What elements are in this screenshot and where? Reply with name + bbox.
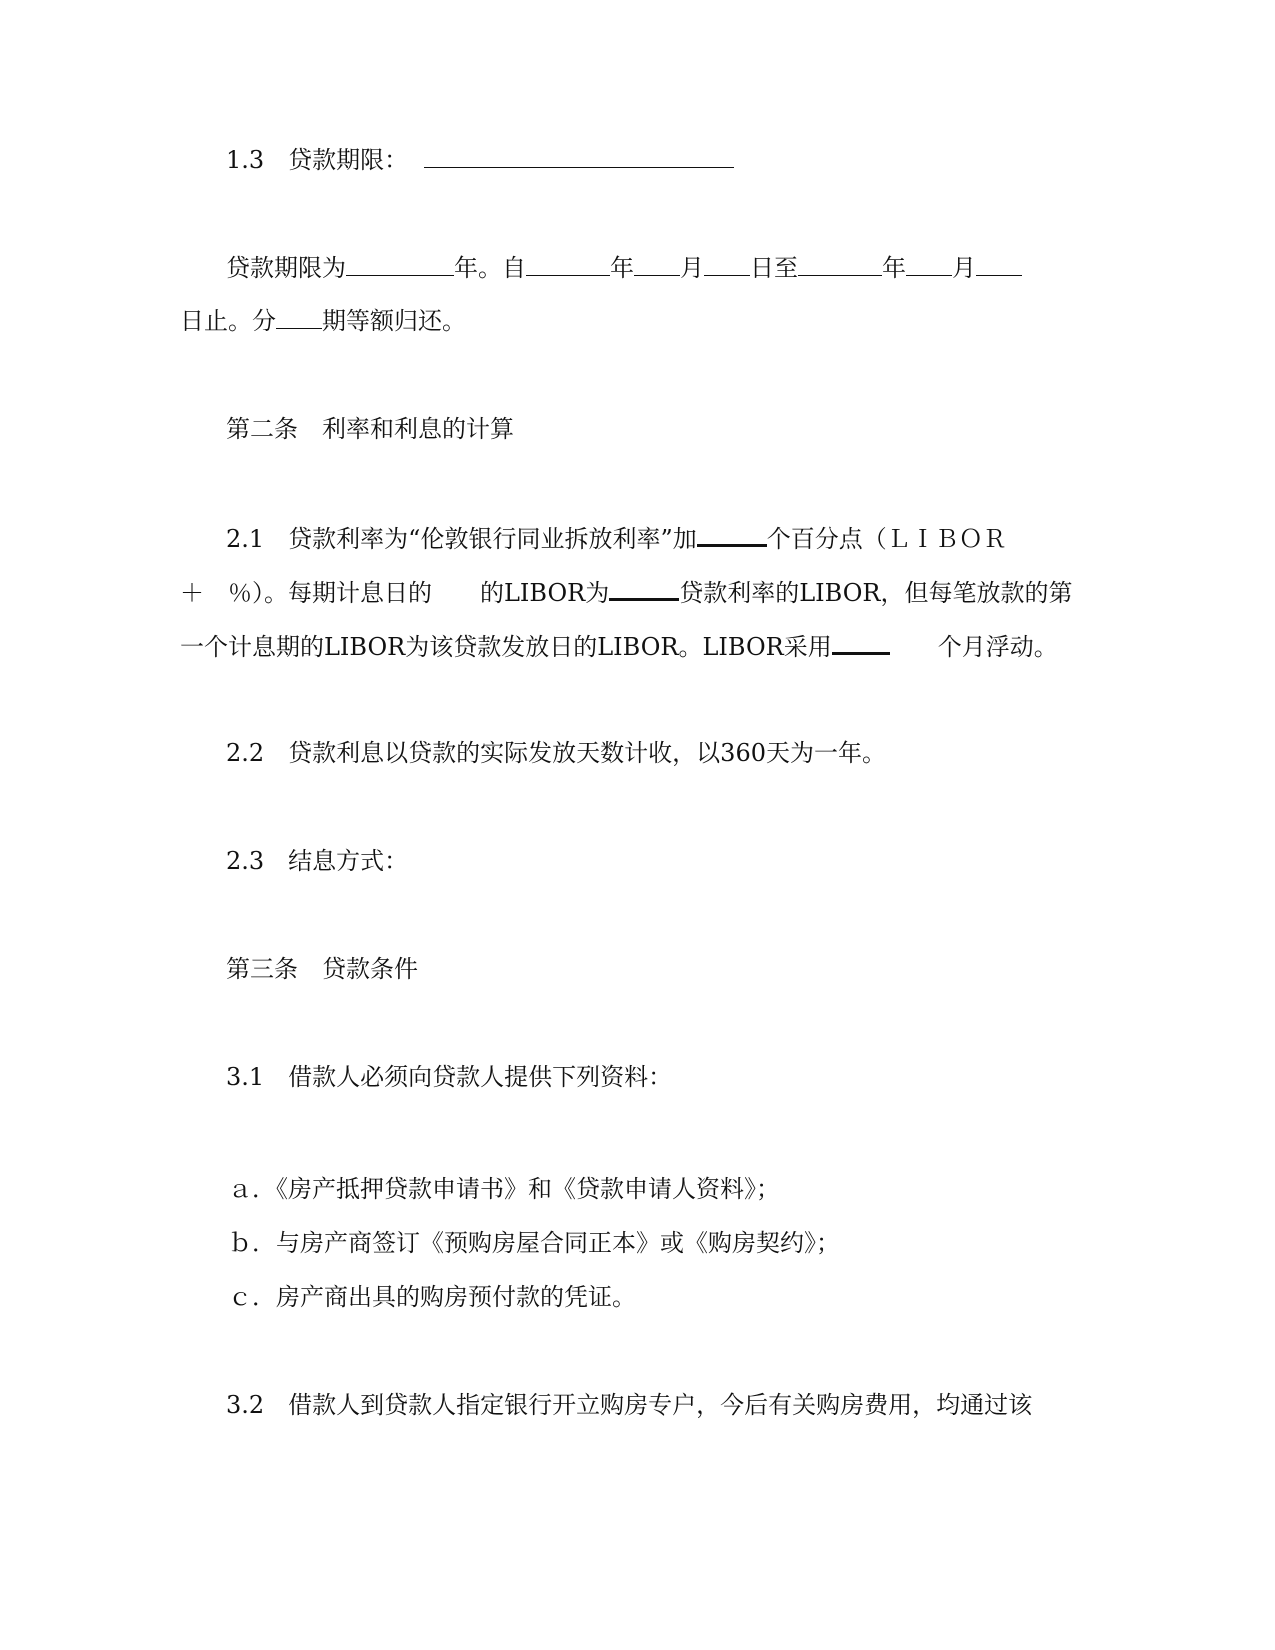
list-item [228,1282,636,1312]
list-item [228,1174,780,1204]
text-segment: 贷款期限为 [226,254,346,282]
article-heading: 利率和利息的计算 [322,415,514,443]
fill-blank-end-month[interactable] [906,253,952,276]
text-segment: 贷款利率为“伦敦银行同业拆放利率”加 [288,525,697,553]
section-text: 借款人必须向贷款人提供下列资料： [288,1063,673,1091]
text-segment: 期等额归还。 [322,307,466,335]
article-2-heading [226,414,514,444]
fill-blank-start-year[interactable] [526,253,610,276]
text-segment: 日止。分 [180,307,276,335]
article-title: 第三条 [226,955,298,983]
section-number: 2.3 [226,847,265,875]
loan-term-line-2 [180,306,466,336]
list-marker: ｂ． [228,1229,276,1257]
text-segment: 月 [680,254,704,282]
text-segment: 贷款利率的LIBOR，但每笔放款的第 [679,579,1073,607]
text-segment: 年 [882,254,906,282]
fill-blank-start-day[interactable] [704,253,750,276]
article-title: 第二条 [226,415,298,443]
section-number: 3.1 [226,1063,265,1091]
section-label: 贷款期限： [288,146,409,174]
fill-blank-years[interactable] [346,253,454,276]
fill-blank-loan-term[interactable] [424,145,734,168]
fill-blank-installments[interactable] [276,306,322,329]
text-segment: 月 [952,254,976,282]
section-number: 2.2 [226,739,265,767]
fill-blank-end-year[interactable] [798,253,882,276]
section-3-2 [226,1390,1032,1420]
text-segment: 个月浮动。 [937,633,1058,661]
text-segment: 的LIBOR为 [480,579,610,607]
text-segment: 年。自 [454,254,526,282]
fill-blank-percentage-points[interactable] [697,522,767,547]
text-segment: 日至 [750,254,798,282]
text-segment: 年 [610,254,634,282]
list-marker: ｃ． [228,1283,276,1311]
list-item [228,1228,840,1258]
text-segment: 个百分点（ＬＩＢＯＲ [766,525,1007,553]
section-3-1 [226,1062,672,1092]
list-text: 房产商出具的购房预付款的凭证。 [276,1283,636,1311]
fill-blank-libor-period[interactable] [609,576,679,601]
section-text: 借款人到贷款人指定银行开立购房专户，今后有关购房费用，均通过该 [288,1391,1033,1419]
section-2-3 [226,846,408,876]
section-text: 结息方式： [288,847,409,875]
section-number: 1.3 [226,146,265,174]
list-marker: ａ． [228,1175,276,1203]
section-2-2 [226,738,886,768]
section-text: 贷款利息以贷款的实际发放天数计收，以360天为一年。 [288,739,886,767]
article-3-heading [226,954,418,984]
section-number: 2.1 [226,525,265,553]
text-segment: ％）。每期计息日的 [228,579,432,607]
list-text: 与房产商签订《预购房屋合同正本》或《购房契约》； [276,1229,840,1257]
list-text: 《房产抵押贷款申请书》和《贷款申请人资料》； [276,1175,780,1203]
article-heading: 贷款条件 [322,955,418,983]
text-segment: 一个计息期的LIBOR为该贷款发放日的LIBOR。LIBOR采用 [180,633,832,661]
section-2-1-line-2 [180,576,1073,606]
section-number: 3.2 [226,1391,265,1419]
text-segment: ＋ [180,579,204,607]
section-1-3 [226,145,734,175]
fill-blank-start-month[interactable] [634,253,680,276]
fill-blank-end-day[interactable] [976,253,1022,276]
section-2-1-line-3 [180,630,1058,660]
loan-term-line-1 [226,253,1022,283]
section-2-1-line-1 [226,522,1007,552]
fill-blank-months[interactable] [832,630,890,655]
